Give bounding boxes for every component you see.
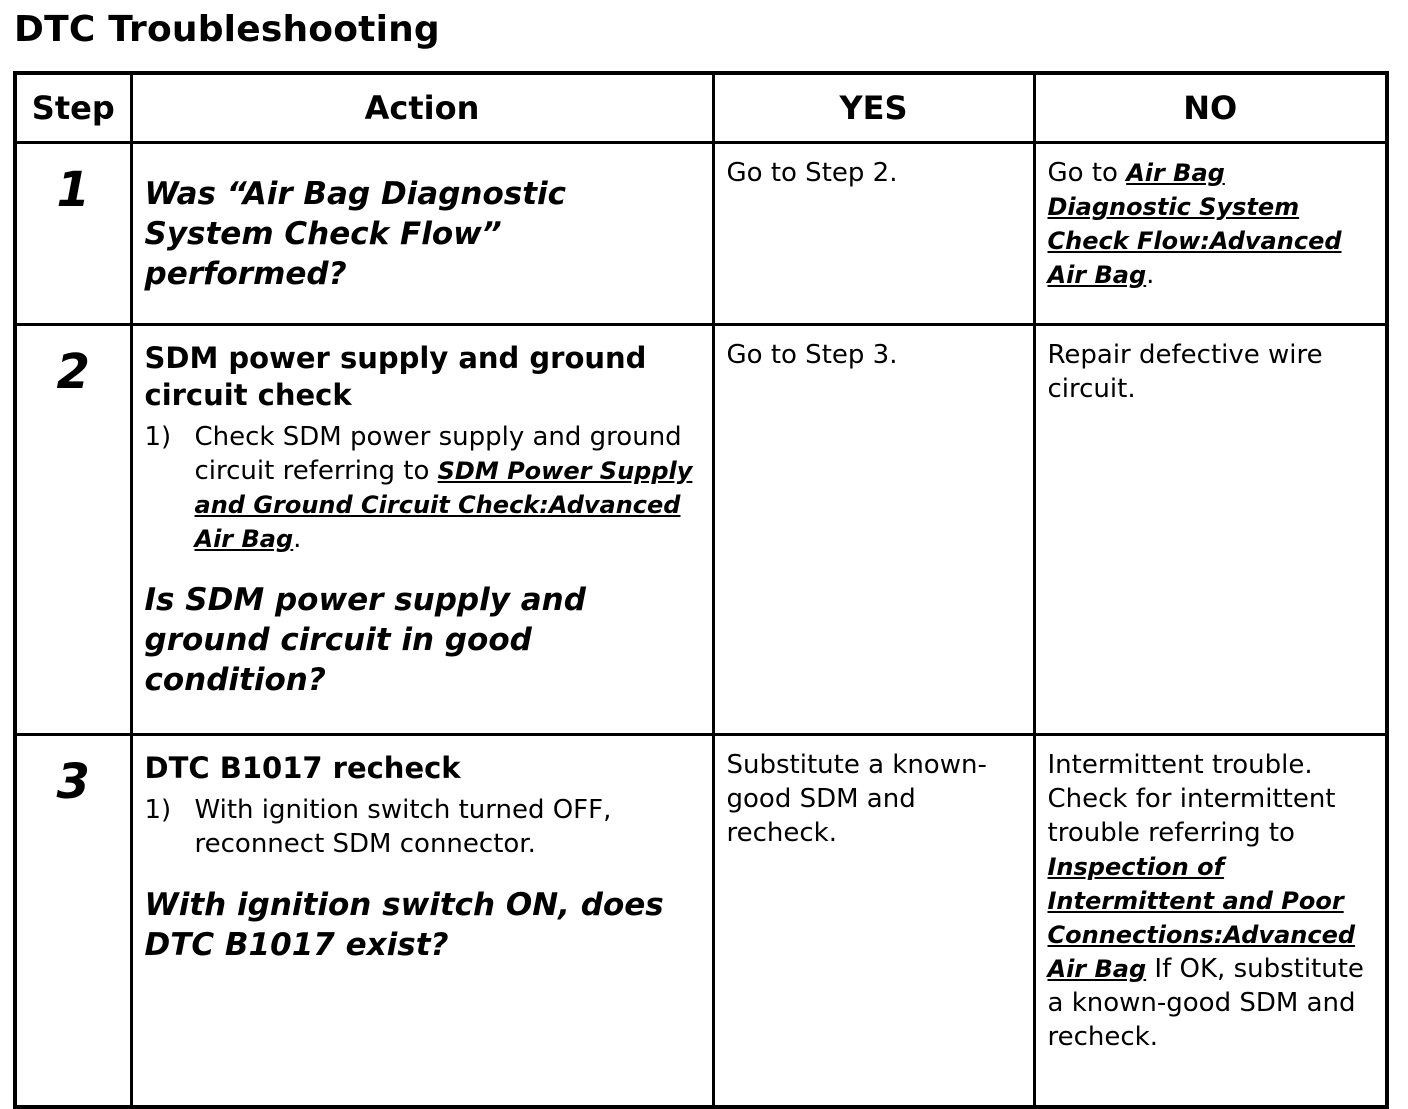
air-bag-diagnostic-check-link[interactable]: Air Bag Diagnostic System Check Flow:Advanced Air Bag	[1047, 159, 1342, 289]
action-step	[145, 420, 700, 556]
yes-cell: Go to Step 3.	[713, 325, 1034, 735]
no-cell	[1034, 735, 1387, 1108]
header-action: Action	[131, 73, 713, 143]
sdm-power-supply-link[interactable]: SDM Power Supply and Ground Circuit Check:Advanced Air Bag	[194, 457, 693, 553]
table-row	[15, 325, 1387, 735]
action-heading: SDM power supply and ground circuit check	[144, 341, 647, 412]
header-yes: YES	[713, 73, 1034, 143]
header-no: NO	[1034, 73, 1387, 143]
yes-cell: Substitute a known-good SDM and recheck.	[713, 735, 1034, 1108]
troubleshooting-table	[13, 71, 1389, 1109]
action-step-body: Check SDM power supply and ground circuit referring to	[194, 422, 682, 486]
action-step	[145, 793, 700, 861]
no-suffix: If OK, substitute a known-good SDM and recheck.	[1047, 954, 1364, 1052]
header-row	[15, 73, 1387, 143]
intermittent-inspection-link[interactable]: Inspection of Intermittent and Poor Connections:Advanced Air Bag	[1047, 853, 1356, 983]
action-step-text: With ignition switch turned OFF, reconnect SDM connector.	[194, 795, 612, 859]
action-question: Is SDM power supply and ground circuit in good condition?	[144, 582, 586, 698]
no-cell	[1034, 143, 1387, 325]
no-text: Go to	[1047, 158, 1127, 188]
action-cell	[131, 325, 713, 735]
no-suffix: .	[1146, 260, 1155, 290]
table-row	[15, 735, 1387, 1108]
step-number: 2	[15, 325, 131, 735]
page-title: DTC Troubleshooting	[14, 9, 440, 50]
yes-cell: Go to Step 2.	[713, 143, 1034, 325]
table-row	[15, 143, 1387, 325]
action-question: Was “Air Bag Diagnostic System Check Flow” performed?	[144, 176, 567, 292]
action-cell	[131, 143, 713, 325]
action-heading: DTC B1017 recheck	[144, 751, 461, 785]
no-cell: Repair defective wire circuit.	[1034, 325, 1387, 735]
step-number: 3	[15, 735, 131, 1108]
header-step: Step	[15, 73, 131, 143]
step-number: 1	[15, 143, 131, 325]
action-step-number: 1)	[144, 422, 172, 452]
action-step-suffix: .	[293, 524, 302, 554]
action-step-text	[195, 420, 700, 556]
action-question: With ignition switch ON, does DTC B1017 exist?	[144, 887, 664, 963]
action-step-number: 1)	[144, 795, 172, 825]
no-text: Intermittent trouble. Check for intermittent trouble referring to	[1047, 750, 1336, 848]
action-cell	[131, 735, 713, 1108]
